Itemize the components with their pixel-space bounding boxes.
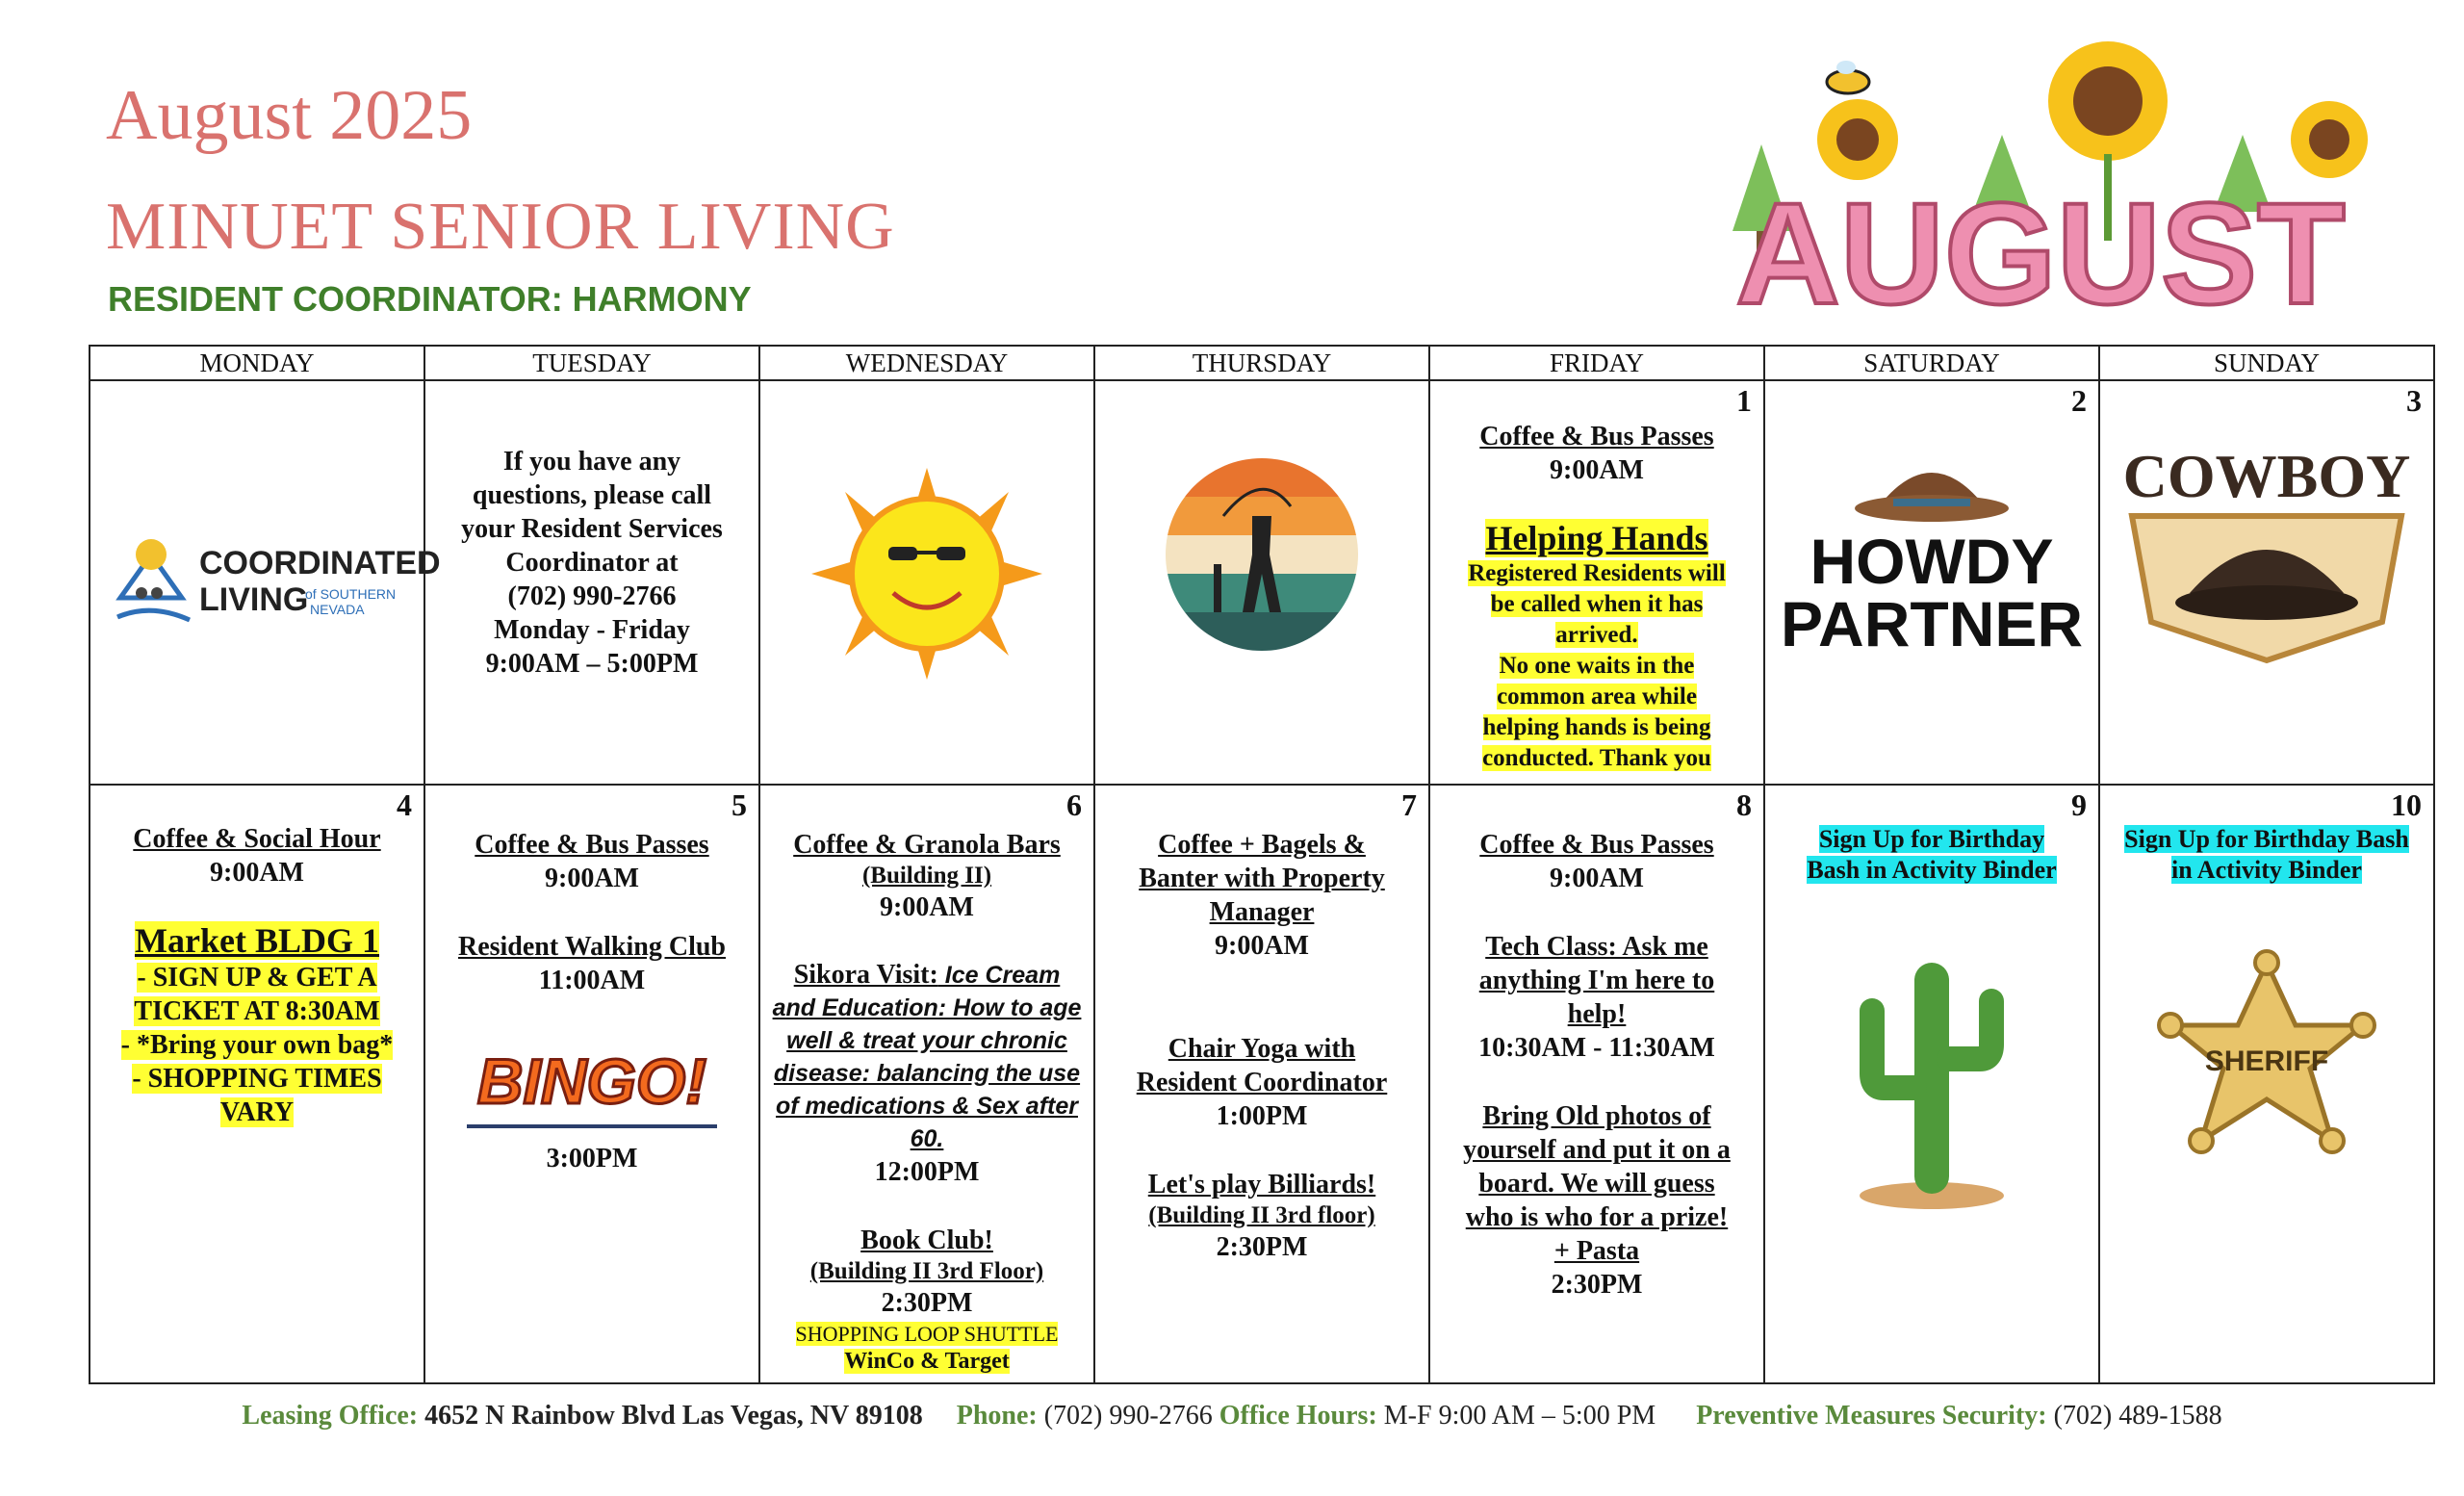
event-time: 9:00AM (545, 864, 639, 893)
sikora-line: well & treat your chronic (786, 1027, 1067, 1054)
note-line: Coordinator at (505, 548, 679, 578)
calendar-grid (89, 345, 2435, 1384)
note-line: Monday - Friday (494, 615, 690, 645)
event-title-line: Tech Class: Ask me (1485, 932, 1708, 962)
month-title: August 2025 (106, 76, 473, 155)
sheriff-badge-icon (2161, 953, 2373, 1184)
day-cell-1 (1429, 380, 1764, 785)
hh-line: be called when it has (1490, 591, 1704, 617)
sikora-line: of medications & Sex after (776, 1093, 1078, 1120)
shuttle-label: SHOPPING LOOP SHUTTLE (795, 1322, 1059, 1346)
event-title-line: anything I'm here to (1478, 966, 1715, 995)
phone-value: (702) 990-2766 (1043, 1401, 1213, 1431)
event-location: (Building II 3rd floor) (1148, 1202, 1375, 1228)
logo-line1: COORDINATED (199, 545, 441, 581)
day-cell-empty-tue (424, 380, 759, 785)
logo-sub1: of SOUTHERN (305, 586, 397, 602)
event-location: (Building II 3rd Floor) (809, 1258, 1044, 1284)
day-cell-empty-wed (759, 380, 1094, 785)
week-row (90, 785, 2434, 1383)
event-time: 10:30AM - 11:30AM (1478, 1033, 1715, 1063)
event-title: Coffee & Bus Passes (475, 830, 709, 860)
weekday-wednesday: WEDNESDAY (759, 346, 1094, 380)
day-number: 6 (1066, 787, 1082, 822)
event-title-line: board. We will guess (1478, 1169, 1715, 1199)
day-cell-2 (1764, 380, 2099, 785)
cowboy-hat-image (2122, 429, 2411, 689)
event-title-line: Chair Yoga with (1168, 1034, 1356, 1064)
day-number: 2 (2071, 383, 2087, 418)
banner-word: AUGUST (1735, 172, 2346, 334)
hh-line: conducted. Thank you (1482, 745, 1711, 771)
event-title: Book Club! (860, 1225, 993, 1255)
event-title-line: Bring Old photos of (1482, 1101, 1711, 1131)
coordinator-name: RESIDENT COORDINATOR: HARMONY (108, 279, 752, 319)
hh-line: Registered Residents will (1468, 560, 1726, 586)
cactus-icon (1845, 943, 2018, 1213)
day-cell-empty-thu (1094, 380, 1429, 785)
birthday-note-line: in Activity Binder (2171, 856, 2362, 884)
footer (0, 1401, 2464, 1432)
event-title: Resident Walking Club (457, 932, 727, 962)
event-title-line: yourself and put it on a (1463, 1135, 1731, 1165)
logo-sub2: NEVADA (310, 602, 365, 617)
market-title: Market BLDG 1 (135, 921, 379, 960)
event-location: (Building II) (861, 863, 992, 889)
birthday-note-line: Sign Up for Birthday (1818, 825, 2045, 853)
event-title-line: Coffee + Bagels & (1158, 830, 1366, 860)
security-label: Preventive Measures Security: (1696, 1401, 2047, 1431)
note-line: If you have any (502, 447, 681, 477)
market-line: - SHOPPING TIMES (132, 1064, 382, 1094)
day-cell-9 (1764, 785, 2099, 1383)
day-number: 10 (2391, 787, 2422, 822)
day-number: 8 (1736, 787, 1752, 822)
weekday-thursday: THURSDAY (1094, 346, 1429, 380)
event-title: Coffee & Social Hour (133, 824, 381, 854)
event-title: Coffee & Bus Passes (1479, 422, 1714, 451)
birthday-note-line: Bash in Activity Binder (1807, 856, 2057, 884)
day-number: 5 (732, 787, 747, 822)
weekday-header-row (90, 346, 2434, 380)
august-banner-image (1675, 48, 2406, 334)
day-cell-10 (2099, 785, 2434, 1383)
event-title-line: help! (1567, 999, 1627, 1029)
bingo-image (467, 1036, 717, 1142)
note-line: (702) 990-2766 (507, 581, 677, 611)
day-number: 7 (1401, 787, 1417, 822)
howdy-line1: HOWDY (1810, 526, 2054, 597)
event-time: 9:00AM (1215, 931, 1309, 961)
day-number: 3 (2406, 383, 2422, 418)
hours-label: Office Hours: (1219, 1401, 1377, 1431)
event-title-line: + Pasta (1553, 1236, 1640, 1266)
bingo-text: BINGO! (476, 1045, 707, 1117)
shuttle-destination: WinCo & Target (844, 1349, 1010, 1374)
hh-line: No one waits in the (1499, 653, 1695, 679)
hours-value: M-F 9:00 AM – 5:00 PM (1383, 1401, 1656, 1431)
sikora-line: Ice Cream (937, 962, 1061, 989)
event-time: 9:00AM (1550, 864, 1644, 893)
day-cell-4 (90, 785, 424, 1383)
day-cell-5 (424, 785, 759, 1383)
hh-line: common area while (1497, 684, 1697, 709)
day-cell-8 (1429, 785, 1764, 1383)
birthday-note-line: Sign Up for Birthday Bash (2124, 825, 2409, 853)
bee-icon (1827, 61, 1869, 93)
sikora-lead: Sikora Visit: (793, 960, 938, 990)
week-row (90, 380, 2434, 785)
weekday-sunday: SUNDAY (2099, 346, 2434, 380)
security-value: (702) 489-1588 (2053, 1401, 2222, 1431)
event-time: 3:00PM (546, 1144, 638, 1174)
event-time: 11:00AM (538, 966, 646, 995)
event-time: 9:00AM (880, 892, 974, 922)
event-title-line: Banter with Property (1139, 864, 1385, 893)
org-title: MINUET SENIOR LIVING (106, 190, 895, 264)
sikora-line: disease: balancing the use (773, 1060, 1081, 1087)
howdy-partner-image (1780, 449, 2084, 670)
event-time: 2:30PM (1551, 1270, 1643, 1300)
event-time: 12:00PM (874, 1157, 980, 1187)
hh-line: helping hands is being (1482, 714, 1711, 740)
cowboy-sunset-icon (1156, 449, 1368, 660)
howdy-line2: PARTNER (1780, 588, 2084, 659)
hh-line: arrived. (1555, 622, 1638, 648)
weekday-friday: FRIDAY (1429, 346, 1764, 380)
day-cell-3 (2099, 380, 2434, 785)
note-line: your Resident Services (461, 514, 723, 544)
market-line: - SIGN UP & GET A (137, 963, 377, 993)
market-line: TICKET AT 8:30AM (134, 996, 380, 1026)
weekday-saturday: SATURDAY (1764, 346, 2099, 380)
market-line: VARY (219, 1097, 295, 1127)
leasing-address: 4652 N Rainbow Blvd Las Vegas, NV 89108 (424, 1401, 923, 1431)
event-title: Coffee & Granola Bars (793, 830, 1061, 860)
day-cell-7 (1094, 785, 1429, 1383)
day-number: 1 (1736, 383, 1752, 418)
coordinated-living-logo (113, 516, 441, 641)
market-line: - *Bring your own bag* (120, 1030, 394, 1060)
logo-line2: LIVING (199, 581, 309, 618)
event-time: 2:30PM (1216, 1232, 1308, 1262)
event-title-line: who is who for a prize! (1465, 1202, 1729, 1232)
note-line: 9:00AM – 5:00PM (485, 649, 699, 679)
sikora-line: 60. (910, 1125, 944, 1152)
event-time: 9:00AM (1550, 455, 1644, 485)
weekday-monday: MONDAY (90, 346, 424, 380)
event-time: 1:00PM (1216, 1101, 1308, 1131)
sikora-description (770, 959, 1084, 1155)
day-cell-empty-mon (90, 380, 441, 785)
event-title: Let's play Billiards! (1147, 1170, 1376, 1199)
event-title: Coffee & Bus Passes (1479, 830, 1714, 860)
day-number: 4 (397, 787, 412, 822)
event-time: 2:30PM (881, 1288, 973, 1318)
day-number: 9 (2071, 787, 2087, 822)
phone-label: Phone: (956, 1401, 1038, 1431)
cowboy-text: COWBOY (2122, 442, 2411, 510)
day-cell-6 (759, 785, 1094, 1383)
sun-icon (811, 468, 1042, 680)
event-title-line: Resident Coordinator (1136, 1068, 1388, 1097)
contact-note (425, 445, 758, 681)
event-title-line: Manager (1209, 897, 1315, 927)
event-time: 9:00AM (210, 858, 304, 888)
note-line: questions, please call (472, 480, 712, 510)
leasing-label: Leasing Office: (242, 1401, 419, 1431)
weekday-tuesday: TUESDAY (424, 346, 759, 380)
helping-hands-title: Helping Hands (1485, 519, 1708, 557)
sikora-line: and Education: How to age (772, 994, 1082, 1021)
sheriff-text: SHERIFF (2204, 1045, 2329, 1077)
